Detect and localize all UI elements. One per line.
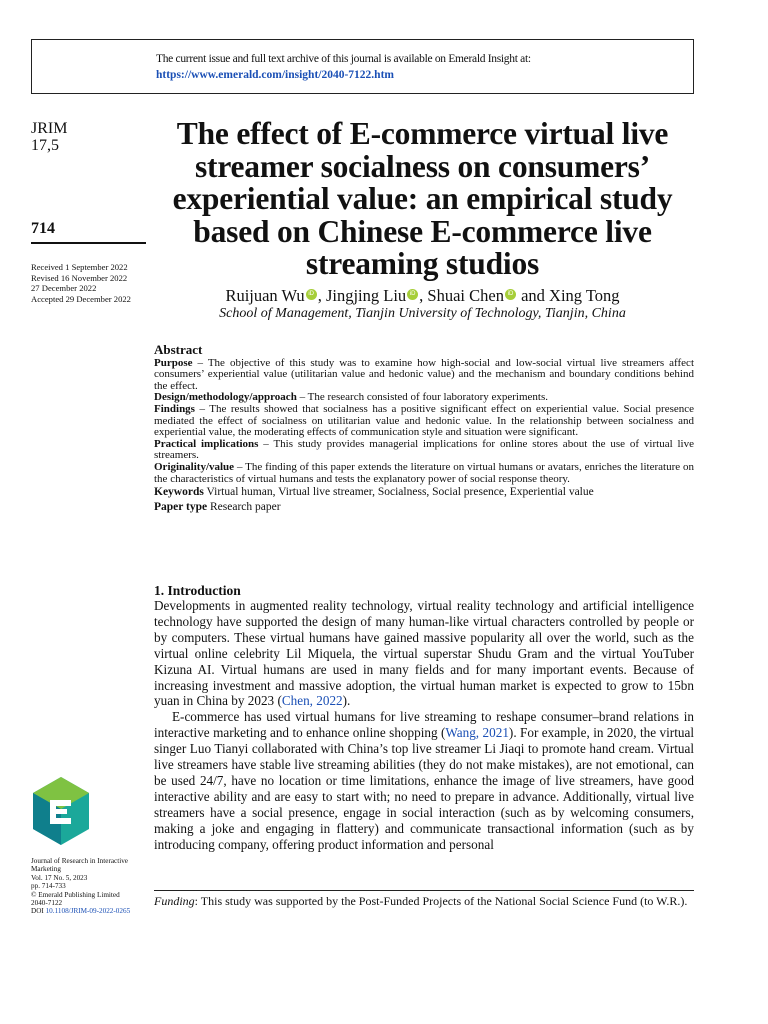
abstract-purpose xyxy=(154,358,694,393)
article-title: The effect of E-commerce virtual live streamer socialness on consumers’ experiential value: an empirical study based on Chinese E-commerce live streaming studios xyxy=(172,116,673,281)
keywords xyxy=(154,485,694,500)
section-text: – This study provides managerial implications for online stores about the use of virtual live streamers. xyxy=(154,437,695,462)
journal-info-line: © Emerald Publishing Limited xyxy=(31,890,120,899)
section-label: Practical implications xyxy=(154,437,259,450)
abstract-originality xyxy=(154,462,694,485)
funding-label: Funding xyxy=(154,894,195,908)
abstract-heading: Abstract xyxy=(154,342,203,357)
page-number: 714 xyxy=(31,220,55,237)
orcid-icon[interactable]: iD xyxy=(306,289,317,300)
author-name: Shuai Chen xyxy=(427,286,504,305)
journal-info xyxy=(31,857,149,916)
author-name: Ruijuan Wu xyxy=(225,286,305,305)
author-separator: , xyxy=(317,286,326,305)
funding-note xyxy=(154,894,694,908)
author-list xyxy=(150,286,695,306)
journal-notice-box xyxy=(31,39,694,94)
doi-line xyxy=(31,907,149,915)
journal-info-line: pp. 714-733 xyxy=(31,882,66,891)
section-text: – The finding of this paper extends the literature on virtual humans or avatars, enriches the literature on the characteristics of virtual humans and tests the explanatory power of social response theory. xyxy=(154,460,694,485)
abstract-practical xyxy=(154,439,694,462)
journal-info-line: Journal of Research in Interactive Marketing xyxy=(31,857,128,874)
date-line: Received 1 September 2022 xyxy=(31,262,128,272)
funding-text: : This study was supported by the Post-Funded Projects of the National Social Science Fund (to W.R.). xyxy=(194,894,688,908)
date-line: Revised 16 November 2022 xyxy=(31,272,128,283)
citation-link[interactable]: Wang, 2021 xyxy=(445,725,509,741)
section-text: – The objective of this study was to examine how high-social and low-social virtual live streamers affect consumers’ experiential value (utilitarian value and hedonic value) and the mechanism and boundary conditions behind the effect. xyxy=(154,356,694,392)
section-label: Purpose xyxy=(154,356,193,369)
doi-label: DOI xyxy=(31,907,46,916)
author-name: Xing Tong xyxy=(549,286,620,305)
section-label: Findings xyxy=(154,402,195,415)
intro-heading: 1. Introduction xyxy=(154,583,241,598)
journal-volume: 17,5 xyxy=(31,137,59,154)
section-label: Paper type xyxy=(154,501,208,514)
section-text: Research paper xyxy=(207,501,281,514)
orcid-icon[interactable]: iD xyxy=(407,289,418,300)
section-text: Virtual human, Virtual live streamer, Socialness, Social presence, Experiential value xyxy=(203,486,594,499)
introduction-section xyxy=(154,583,694,853)
date-line: 27 December 2022 xyxy=(31,283,97,293)
received-dates xyxy=(31,262,151,304)
journal-abbrev: JRIM xyxy=(31,120,68,137)
margin-sidebar xyxy=(31,120,147,154)
footnote-rule xyxy=(154,890,694,891)
journal-url-link[interactable]: https://www.emerald.com/insight/2040-7122.htm xyxy=(156,69,394,81)
paragraph-text: E-commerce has used virtual humans for live streaming to reshape consumer–brand relations in interactive marketing and to enhance online shopping ( xyxy=(154,709,694,741)
abstract-section xyxy=(154,344,694,515)
orcid-icon[interactable]: iD xyxy=(505,289,516,300)
journal-info-line: 2040-7122 xyxy=(31,899,63,908)
section-text: – The research consisted of four laboratory experiments. xyxy=(296,391,548,404)
citation-link[interactable]: Chen, 2022 xyxy=(281,693,343,709)
paper-type xyxy=(154,500,694,515)
journal-info-line: Vol. 17 No. 5, 2023 xyxy=(31,873,88,882)
author-separator: and xyxy=(516,286,550,305)
section-label: Keywords xyxy=(154,486,204,499)
notice-text: The current issue and full text archive of this journal is available on Emerald Insight at: xyxy=(156,53,531,65)
paragraph-text: ). xyxy=(342,693,351,709)
date-line: Accepted 29 December 2022 xyxy=(31,293,131,304)
author-separator: , xyxy=(419,286,428,305)
affiliation: School of Management, Tianjin University of Technology, Tianjin, China xyxy=(219,306,626,321)
paragraph-text: Developments in augmented reality technology, virtual reality technology and artificial intelligence technology have supported the design of many human-like virtual characters controlled by people or by computers. These virtual humans have gained massive popularity all over the world, such as the virtual online celebrity Lil Miquela, the virtual superstar Shudu Gram and the virtual YouTuber Kizuna AI. Virtual humans are used in many fields and for many important events. Because of increasing investment and massive adoption, the virtual human market is expected to grow to 15bn yuan in China by 2023 ( xyxy=(154,598,694,709)
author-name: Jingjing Liu xyxy=(325,286,407,305)
section-label: Originality/value xyxy=(154,460,235,473)
abstract-findings xyxy=(154,404,694,439)
intro-paragraph xyxy=(154,598,694,709)
doi-link[interactable]: 10.1108/JRIM-09-2022-0265 xyxy=(45,907,131,916)
paragraph-text: ). For example, in 2020, the virtual singer Luo Tianyi collaborated with China’s top live streamer Li Jiaqi to promote hand cream. Virtual live streamers have stable live streaming abilities (they do not make mistakes), are not emotional, can be used 24/7, have no location or time limitations, enhance the image of live streamers, have good interactive ability and are easy to start with; no need to prepare in advance. Additionally, virtual live streamers have a social presence, engage in social interaction (such as by welcoming consumers, making a joke and engaging in flattery) and communicate transactional information (such as by introducing company, offering product information and personal xyxy=(154,725,694,852)
intro-paragraph xyxy=(154,709,694,852)
section-text: – The results showed that socialness has a positive significant effect on experiential value. Social presence mediated the effect of socialness on utilitarian value and hedonic value. In the relationship between socialness and experiential value, the moderating effects of communication style and situation were significant. xyxy=(154,402,694,439)
page-number-rule xyxy=(31,242,146,244)
emerald-logo-icon xyxy=(31,775,91,847)
section-label: Design/methodology/approach xyxy=(154,391,297,404)
